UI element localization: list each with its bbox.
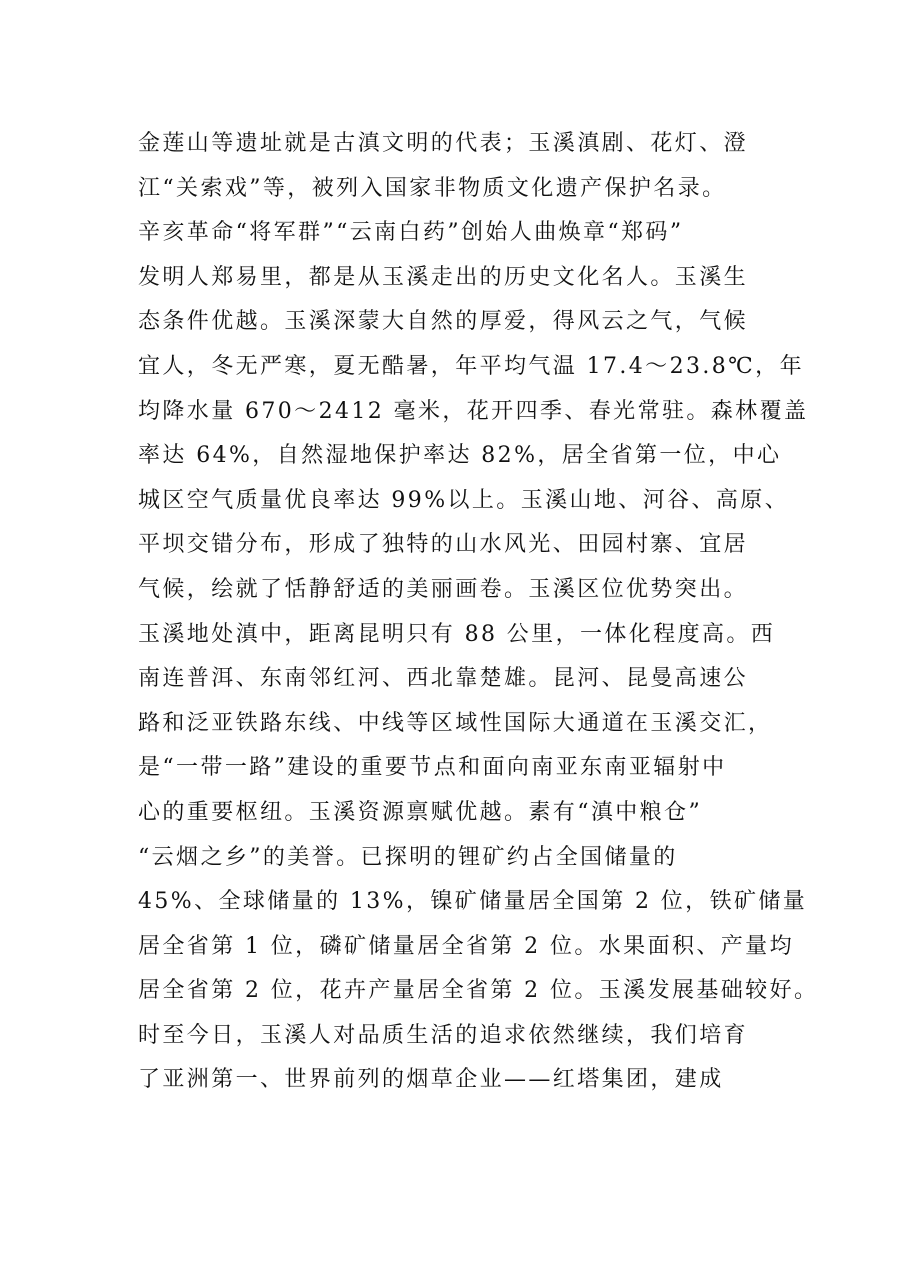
text-line: 平坝交错分布，形成了独特的山水风光、田园村寨、宜居 (138, 532, 749, 558)
text-line: 金莲山等遗址就是古滇文明的代表；玉溪滇剧、花灯、澄 (138, 131, 749, 156)
text-line: 率达 64%，自然湿地保护率达 82%，居全省第一位，中心 (138, 443, 782, 469)
text-line: 时至今日，玉溪人对品质生活的追求依然继续，我们培育 (138, 1022, 749, 1048)
text-line: 路和泛亚铁路东线、中线等区域性国际大通道在玉溪交汇， (138, 710, 773, 736)
text-line: 城区空气质量优良率达 99%以上。玉溪山地、河谷、高原、 (138, 487, 790, 513)
text-line: 玉溪地处滇中，距离昆明只有 88 公里，一体化程度高。西 (138, 621, 776, 647)
text-line: 辛亥革命“将军群”“云南白药”创始人曲焕章“郑码” (138, 220, 684, 246)
text-line: 江“关索戏”等，被列入国家非物质文化遗产保护名录。 (138, 175, 727, 201)
body-text (138, 122, 819, 1103)
text-line: 心的重要枢纽。玉溪资源禀赋优越。素有“滇中粮仓” (138, 799, 703, 825)
text-line: 45%、全球储量的 13%，镍矿储量居全国第 2 位，铁矿储量 (138, 889, 808, 915)
text-line: 居全省第 1 位，磷矿储量居全省第 2 位。水果面积、产量均 (138, 933, 794, 959)
text-line: 了亚洲第一、世界前列的烟草企业——红塔集团，建成 (138, 1067, 724, 1093)
text-line: 宜人，冬无严寒，夏无酷暑，年平均气温 17.4～23.8℃，年 (138, 353, 804, 379)
text-line: 是“一带一路”建设的重要节点和面向南亚东南亚辐射中 (138, 755, 727, 781)
text-line: 发明人郑易里，都是从玉溪走出的历史文化名人。玉溪生 (138, 264, 749, 290)
text-line: 均降水量 670～2412 毫米，花开四季、春光常驻。森林覆盖 (138, 398, 809, 424)
text-line: 态条件优越。玉溪深蒙大自然的厚爱，得风云之气，气候 (138, 309, 749, 335)
text-line: 气候，绘就了恬静舒适的美丽画卷。玉溪区位优势突出。 (138, 576, 749, 602)
text-line: “云烟之乡”的美誉。已探明的锂矿约占全国储量的 (138, 844, 678, 870)
text-line: 居全省第 2 位，花卉产量居全省第 2 位。玉溪发展基础较好。 (138, 978, 819, 1004)
text-line: 南连普洱、东南邻红河、西北靠楚雄。昆河、昆曼高速公 (138, 666, 749, 692)
